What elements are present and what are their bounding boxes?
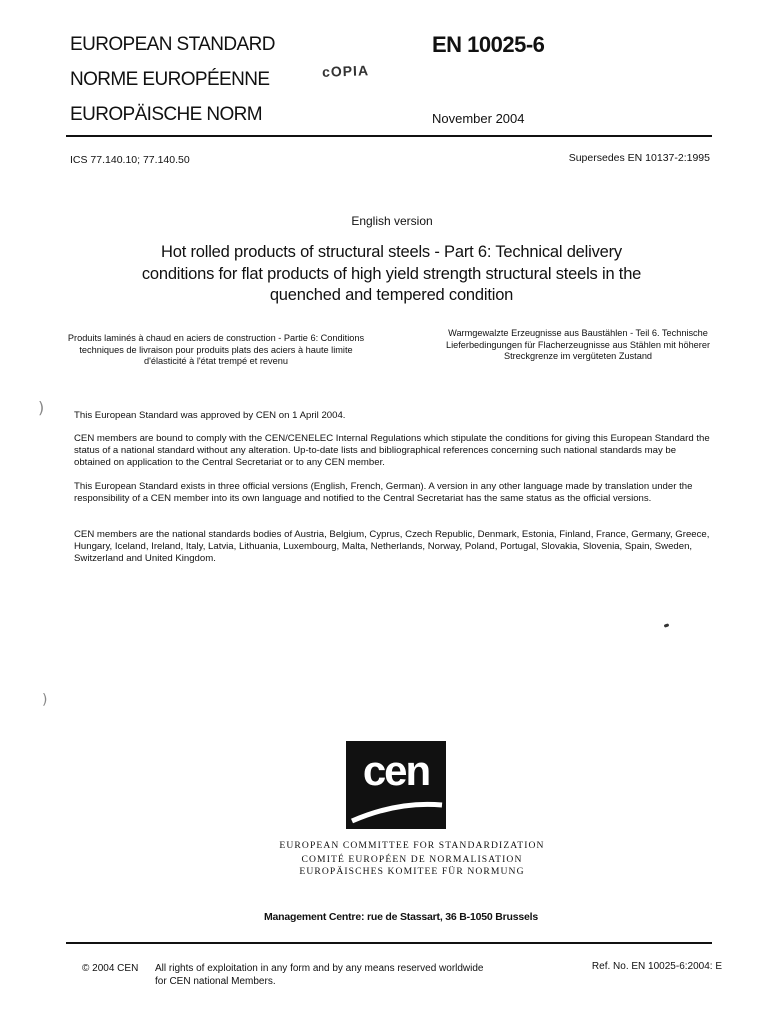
copyright-notice: © 2004 CEN (82, 963, 139, 974)
versions-paragraph: This European Standard exists in three official versions (English, French, German). A version in any other language made by translation under the responsibility of a CEN member into its own language and notified to the Central Secretariat has the same status as the official versions. (74, 481, 693, 504)
organization-name-en: EUROPEAN COMMITTEE FOR STANDARDIZATION (279, 840, 545, 851)
ics-codes: ICS 77.140.10; 77.140.50 (70, 154, 190, 166)
punch-hole-mark: ) (38, 398, 45, 417)
language-version: English version (351, 214, 433, 228)
footer-rule (66, 942, 712, 944)
title-french: Produits laminés à chaud en aciers de construction - Partie 6: Conditions techniques de livraison pour produits plats des aciers à haute limite d'élasticité à l'état trempé et revenu (67, 333, 365, 366)
organization-name-fr: COMITÉ EUROPÉEN DE NORMALISATION (301, 854, 523, 865)
standard-name-de: EUROPÄISCHE NORM (70, 104, 263, 125)
organization-name-de: EUROPÄISCHES KOMITEE FÜR NORMUNG (299, 866, 525, 877)
standard-name-en: EUROPEAN STANDARD (70, 34, 275, 55)
management-centre-address: Management Centre: rue de Stassart, 36 B-1050 Brussels (264, 911, 538, 923)
speck-mark (664, 623, 670, 628)
publication-date: November 2004 (432, 111, 525, 126)
approval-paragraph: This European Standard was approved by CEN on 1 April 2004. (74, 410, 346, 421)
members-paragraph: CEN members are the national standards bodies of Austria, Belgium, Cyprus, Czech Republic, Denmark, Estonia, Finland, France, Germany, Greece, Hungary, Iceland, Ireland, Italy, Latvia, Lithuania, Luxembourg, Malta, Netherlands, Norway, Poland, Portugal, Slovakia, Slovenia, Spain, Sweden, Switzerland and United Kingdom. (74, 529, 710, 564)
standard-name-fr: NORME EUROPÉENNE (70, 69, 270, 90)
punch-hole-mark: ) (42, 692, 48, 708)
cen-logo-icon (346, 741, 446, 829)
copy-stamp: ϲOPIA (321, 62, 370, 80)
rights-notice: All rights of exploitation in any form and by any means reserved worldwide for CEN national Members. (155, 963, 484, 987)
document-title: Hot rolled products of structural steels - Part 6: Technical delivery conditions for flat products of high yield strength structural steels in the quenched and tempered condition (141, 243, 642, 304)
title-german: Warmgewalzte Erzeugnisse aus Baustählen - Teil 6. Technische Lieferbedingungen für Flacherzeugnisse aus Stählen mit höherer Streckgrenze im vergüteten Zustand (445, 328, 711, 361)
standard-number: EN 10025-6 (432, 32, 545, 57)
svg-text:cen: cen (362, 747, 430, 794)
reference-number: Ref. No. EN 10025-6:2004: E (591, 961, 722, 972)
regulations-paragraph: CEN members are bound to comply with the CEN/CENELEC Internal Regulations which stipulate the conditions for giving this European Standard the status of a national standard without any alteration. Up-to-date lists and bibliographical references concerning such national standards may be obtained on application to the Central Secretariat or to any CEN member. (74, 433, 710, 468)
supersedes-note: Supersedes EN 10137-2:1995 (568, 152, 710, 164)
header-rule (66, 135, 712, 137)
